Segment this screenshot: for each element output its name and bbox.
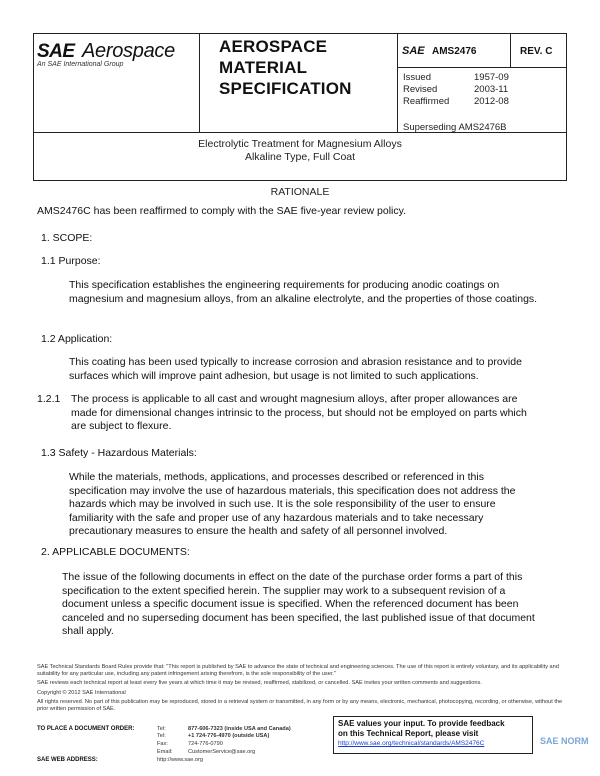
section-paragraph: While the materials, methods, applications, and processes described or referenced in this specification may involve the use of hazardous materials, this specification does not address the hazards which may be involved in such use. It is the sole responsibility of the user to ensure familiarity with the safe and proper use of any hazardous materials and to take necessary precautionary measures to ensure the health and safety of all personnel involved. xyxy=(69,471,516,538)
feedback-line: on this Technical Report, please visit xyxy=(338,729,479,738)
date-value-reaffirmed: 2012-08 xyxy=(474,96,509,107)
spec-title-line: MATERIAL xyxy=(219,58,308,77)
web-address-link[interactable]: http://www.sae.org xyxy=(157,757,204,763)
date-label-revised: Revised xyxy=(403,84,438,95)
logo-brand: SAE xyxy=(37,41,75,62)
section-heading: 1.1 Purpose: xyxy=(41,255,101,267)
date-label-issued: Issued xyxy=(403,72,431,83)
legal-notice: SAE Technical Standards Board Rules provide that: "This report is published by SAE to advance the state of technical and engineering sciences. The use of this report is entirely voluntary, and its applicability and suitability for any particular use, including any patent infringement arising therefrom, is the sole responsibility of the user." xyxy=(37,664,559,678)
feedback-box xyxy=(333,716,533,754)
review-notice: SAE reviews each technical report at least every five years at which time it may be revised, reaffirmed, stabilized, or cancelled. SAE invites your written comments and suggestions. xyxy=(37,680,482,686)
logo-tagline: An SAE International Group xyxy=(37,61,124,68)
superseding-note: Superseding AMS2476B xyxy=(403,122,507,133)
contact-value: 877-606-7323 (inside USA and Canada) xyxy=(188,726,291,732)
contact-label: Tel: xyxy=(157,726,166,732)
section-heading: 2. APPLICABLE DOCUMENTS: xyxy=(41,546,190,558)
contact-value: +1 724-776-4970 (outside USA) xyxy=(188,733,270,739)
contact-label: Tel: xyxy=(157,733,166,739)
feedback-line: SAE values your input. To provide feedback xyxy=(338,719,505,728)
header-divider xyxy=(397,34,398,132)
date-label-reaffirmed: Reaffirmed xyxy=(403,96,450,107)
contact-email-link[interactable]: CustomerService@sae.org xyxy=(188,749,256,755)
section-heading: 1. SCOPE: xyxy=(41,232,93,244)
rights-notice: All rights reserved. No part of this publication may be reproduced, stored in a retrieval system or transmitted, in any form or by any means, electronic, mechanical, photocopying, recording, or otherwise, without the prior written permission of SAE. xyxy=(37,699,563,713)
document-subtitle: Alkaline Type, Full Coat xyxy=(244,151,356,163)
section-paragraph: This coating has been used typically to increase corrosion and abrasion resistance and to provide surfaces which will improve paint adhesion, but usage is not limited to such applications. xyxy=(69,356,522,382)
section-paragraph: The issue of the following documents in effect on the date of the purchase order forms a part of this specification to the extent specified herein. The supplier may work to a subsequent revision of a document unless a specific document issue is specified. When the referenced document has been canceled and no superseding document has been specified, the last published issue of that document shall apply. xyxy=(62,571,535,638)
spec-title-line: SPECIFICATION xyxy=(219,79,352,98)
doc-brand: SAE xyxy=(402,45,425,57)
header-divider xyxy=(397,67,567,68)
date-value-revised: 2003-11 xyxy=(474,84,509,95)
contact-label: Email: xyxy=(157,749,173,755)
rationale-heading: RATIONALE xyxy=(270,186,330,198)
rationale-text: AMS2476C has been reaffirmed to comply with the SAE five-year review policy. xyxy=(37,205,407,217)
doc-number: AMS2476 xyxy=(432,46,477,57)
contact-label: Fax: xyxy=(157,741,168,747)
header-divider xyxy=(199,34,200,132)
watermark: SAE NORM xyxy=(540,736,589,746)
document-title: Electrolytic Treatment for Magnesium Alloys xyxy=(198,138,402,150)
web-heading: SAE WEB ADDRESS: xyxy=(37,757,98,763)
header-divider xyxy=(510,34,511,67)
order-heading: TO PLACE A DOCUMENT ORDER: xyxy=(37,726,135,732)
date-value-issued: 1957-09 xyxy=(474,72,509,83)
feedback-link[interactable]: http://www.sae.org/technical/standards/AMS2476C xyxy=(338,740,485,747)
revision-label: REV. C xyxy=(520,46,553,57)
section-number: 1.2.1 xyxy=(37,393,61,405)
spec-title-line: AEROSPACE xyxy=(219,37,328,56)
logo-word: Aerospace xyxy=(82,40,175,62)
section-heading: 1.3 Safety - Hazardous Materials: xyxy=(41,447,197,459)
section-paragraph: The process is applicable to all cast and wrought magnesium alloys, after proper allowances are made for dimensional changes intrinsic to the process, but should not be employed on parts which are subject to flexure. xyxy=(71,393,527,433)
section-heading: 1.2 Application: xyxy=(41,333,113,345)
section-paragraph: This specification establishes the engineering requirements for producing anodic coatings on magnesium and magnesium alloys, from an alkaline electrolyte, and the properties of those coatings. xyxy=(69,279,538,305)
contact-value: 724-776-0790 xyxy=(188,741,223,747)
copyright-line: Copyright © 2012 SAE International xyxy=(37,690,126,696)
